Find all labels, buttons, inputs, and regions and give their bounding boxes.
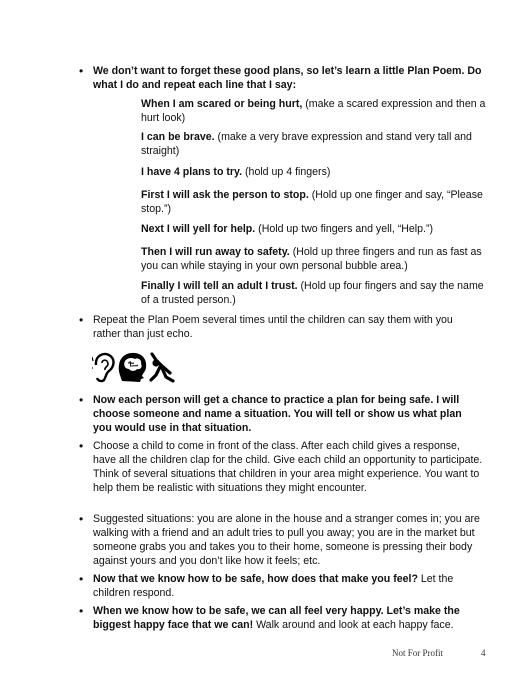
poem-line-bold: When I am scared or being hurt, — [141, 98, 303, 110]
feel-question: Now that we know how to be safe, how does that make you feel? — [93, 573, 418, 585]
poem-line-7 — [141, 279, 486, 307]
poem-line-4 — [141, 188, 486, 216]
bullet-dot: • — [79, 393, 84, 407]
bullet-dot: • — [79, 512, 84, 526]
happy-instruction: Walk around and look at each happy face. — [253, 619, 454, 631]
bullet-dot: • — [79, 572, 84, 586]
happy-bullet — [79, 604, 483, 632]
poem-line-bold: Next I will yell for help. — [141, 223, 256, 235]
happy-statement: When we know how to be safe, we can all feel very happy. Let’s make the biggest happy face that we can! — [93, 605, 460, 631]
poem-line-instruction: (make a scared expression and then a hurt look) — [141, 98, 486, 124]
poem-line-1 — [141, 97, 486, 125]
choose-text: Choose a child to come in front of the class. After each child gives a response, have all the children clap for the child. Give each child an opportunity to participate. Think of several situations that children in your area might experience. You want to help them be realistic with situations they might encounter. — [93, 440, 483, 494]
poem-line-3 — [141, 165, 486, 179]
repeat-text: Repeat the Plan Poem several times until the children can say them with you rather than just echo. — [93, 314, 453, 340]
poem-line-2 — [141, 130, 486, 158]
intro-text: We don’t want to forget these good plans, so let’s learn a little Plan Poem. Do what I do and repeat each line that I say: — [93, 65, 482, 91]
choose-bullet — [79, 439, 483, 495]
poem-line-instruction: (hold up 4 fingers) — [242, 166, 331, 178]
poem-line-bold: I can be brave. — [141, 131, 215, 143]
poem-line-instruction: (Hold up four fingers and say the name of a trusted person.) — [141, 280, 484, 306]
poem-line-instruction: (Hold up two fingers and yell, “Help.”) — [255, 223, 434, 235]
poem-line-instruction: (Hold up one finger and say, “Please stop.”) — [141, 189, 483, 215]
poem-line-bold: First I will ask the person to stop. — [141, 189, 309, 201]
activity-icons — [92, 351, 176, 383]
practice-text: Now each person will get a chance to practice a plan for being safe. I will choose someone and name a situation. You will tell or show us what plan you would use in that situation. — [93, 394, 462, 434]
poem-line-instruction: (Hold up three fingers and run as fast as you can while staying in your own personal bubble area.) — [141, 246, 482, 272]
feel-instruction: Let the children respond. — [93, 573, 454, 599]
activity-icons-svg — [92, 351, 176, 383]
suggested-bullet — [79, 512, 483, 568]
page-number: 4 — [481, 648, 486, 658]
poem-line-bold: I have 4 plans to try. — [141, 166, 243, 178]
intro-bullet — [79, 64, 483, 92]
poem-line-instruction: (make a very brave expression and stand very tall and straight) — [141, 131, 472, 157]
bullet-dot: • — [79, 64, 84, 78]
body-movement-icon — [151, 354, 173, 381]
bullet-dot: • — [79, 313, 84, 327]
footer-label: Not For Profit — [392, 648, 444, 658]
head-brain-icon — [119, 353, 146, 382]
ear-icon — [92, 354, 114, 381]
poem-line-bold: Finally I will tell an adult I trust. — [141, 280, 298, 292]
poem-line-5 — [141, 222, 486, 236]
poem-line-6 — [141, 245, 486, 273]
bullet-dot: • — [79, 604, 84, 618]
poem-line-bold: Then I will run away to safety. — [141, 246, 290, 258]
bullet-dot: • — [79, 439, 84, 453]
repeat-bullet — [79, 313, 483, 341]
feel-bullet — [79, 572, 483, 600]
suggested-text: Suggested situations: you are alone in the house and a stranger comes in; you are walking with a friend and an adult tries to pull you away; you are in the market but someone grabs you and takes you to their home, someone is pressing their body against yours and you don’t like how it feels; etc. — [93, 513, 480, 567]
practice-bullet — [79, 393, 483, 435]
